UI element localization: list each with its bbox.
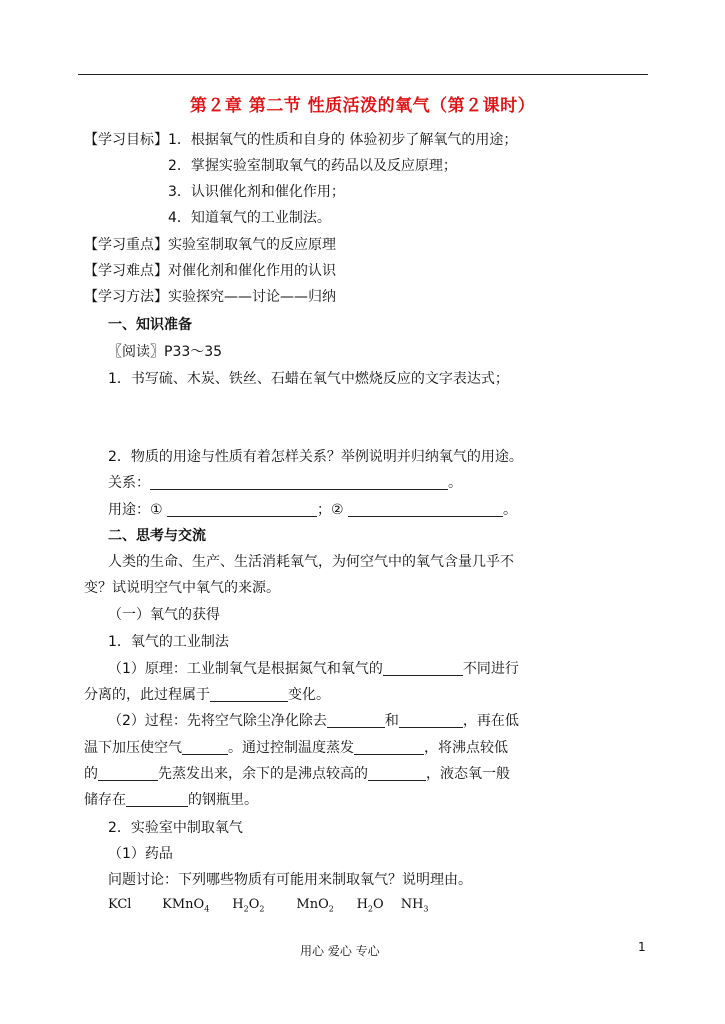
- section-heading: 一、知识准备: [108, 317, 192, 333]
- principle-line: [84, 684, 330, 704]
- process-blank[interactable]: [98, 766, 158, 781]
- method-line: [84, 286, 336, 306]
- principle-line: [108, 658, 519, 678]
- process-text: 的钢瓶里。: [188, 792, 258, 808]
- objective-item: 2．掌握实验室制取氧气的药品以及反应原理；: [168, 158, 457, 174]
- relation-label: 关系：: [108, 475, 150, 491]
- discussion-question: 问题讨论：下列哪些物质有可能用来制取氧气？说明理由。: [108, 872, 472, 888]
- substance: MnO$_2$: [296, 897, 334, 914]
- objective-item: 3．认识催化剂和催化作用；: [168, 184, 345, 200]
- use-blank-2[interactable]: [348, 502, 503, 517]
- section-heading: 二、思考与交流: [108, 528, 206, 544]
- process-line: [84, 763, 510, 783]
- process-text: 温下加压使空气: [84, 740, 182, 756]
- reading-note: 〖阅读〗P33～35: [108, 344, 223, 360]
- process-blank[interactable]: [368, 766, 426, 781]
- principle-text: 变化。: [288, 687, 330, 703]
- footer-motto: 用心 爱心 专心: [300, 944, 380, 958]
- key-point-line: [84, 234, 336, 254]
- process-text: ，再在低: [462, 713, 519, 729]
- relation-line: [108, 472, 462, 492]
- objectives-block: [84, 129, 517, 149]
- subsection-heading: （一）氧气的获得: [108, 607, 220, 623]
- relation-period: 。: [448, 475, 462, 491]
- substance: $H_2O$: [356, 897, 384, 914]
- process-line: [84, 789, 258, 809]
- key-point-text: 实验室制取氧气的反应原理: [168, 237, 336, 253]
- industrial-heading: 1．氧气的工业制法: [108, 634, 229, 650]
- process-blank[interactable]: [182, 740, 228, 755]
- process-text: 。通过控制温度蒸发: [228, 740, 354, 756]
- question-2: 2．物质的用途与性质有着怎样关系？举例说明并归纳氧气的用途。: [108, 449, 523, 465]
- relation-blank[interactable]: [150, 475, 448, 490]
- use-blank-1[interactable]: [167, 502, 317, 517]
- process-text: 先蒸发出来，余下的是沸点较高的: [158, 766, 368, 782]
- use-label: 用途：①: [108, 502, 163, 518]
- process-text: （2）过程：先将空气除尘净化除去: [108, 713, 327, 729]
- principle-text: 分离的，此过程属于: [84, 687, 210, 703]
- method-text: 实验探究——讨论——归纳: [168, 289, 336, 305]
- use-line: [108, 499, 517, 519]
- use-end: 。: [503, 502, 518, 518]
- difficulty-label: 【学习难点】: [84, 263, 168, 279]
- objective-item: 1．根据氧气的性质和自身的 体验初步了解氧气的用途；: [168, 132, 518, 148]
- process-line: [108, 710, 519, 730]
- principle-blank-1[interactable]: [383, 661, 463, 676]
- page-number: 1: [638, 940, 646, 954]
- drugs-heading: （1）药品: [108, 846, 173, 862]
- process-line: [84, 737, 508, 757]
- method-label: 【学习方法】: [84, 289, 168, 305]
- paragraph-line: 人类的生命、生产、生活消耗氧气，为何空气中的氧气含量几乎不: [108, 554, 514, 570]
- key-point-label: 【学习重点】: [84, 237, 168, 253]
- paragraph-line: 变？试说明空气中氧气的来源。: [84, 580, 280, 596]
- lab-heading: 2．实验室中制取氧气: [108, 820, 243, 836]
- use-separator: ；②: [317, 502, 344, 518]
- process-text: 储存在: [84, 792, 126, 808]
- process-blank[interactable]: [399, 713, 463, 728]
- process-blank[interactable]: [327, 713, 385, 728]
- difficulty-line: [84, 260, 336, 280]
- principle-text: （1）原理：工业制氧气是根据氮气和氧气的: [108, 661, 383, 677]
- process-text: 和: [384, 713, 399, 729]
- substance: $NH_3$: [400, 897, 429, 914]
- process-blank[interactable]: [354, 740, 424, 755]
- page-title: 第２章 第二节 性质活泼的氧气（第２课时）: [189, 96, 536, 116]
- difficulty-text: 对催化剂和催化作用的认识: [168, 263, 336, 279]
- objective-item: 4．知道氧气的工业制法。: [168, 210, 331, 226]
- substance: KMnO$_4$: [162, 897, 210, 914]
- principle-text: 不同进行: [462, 661, 519, 677]
- question-1: 1．书写硫、木炭、铁丝、石蜡在氧气中燃烧反应的文字表达式；: [108, 371, 509, 387]
- process-text: ，将沸点较低: [424, 740, 508, 756]
- objectives-label: 【学习目标】: [84, 132, 168, 148]
- process-text: 的: [84, 766, 98, 782]
- principle-blank-2[interactable]: [210, 687, 288, 702]
- process-text: ，液态氧一般: [426, 766, 510, 782]
- substance-list: [108, 897, 441, 914]
- substance: KCl: [108, 897, 132, 912]
- header-rule: [78, 74, 648, 75]
- process-blank[interactable]: [126, 792, 188, 807]
- substance: $H_2O_2$: [232, 897, 265, 914]
